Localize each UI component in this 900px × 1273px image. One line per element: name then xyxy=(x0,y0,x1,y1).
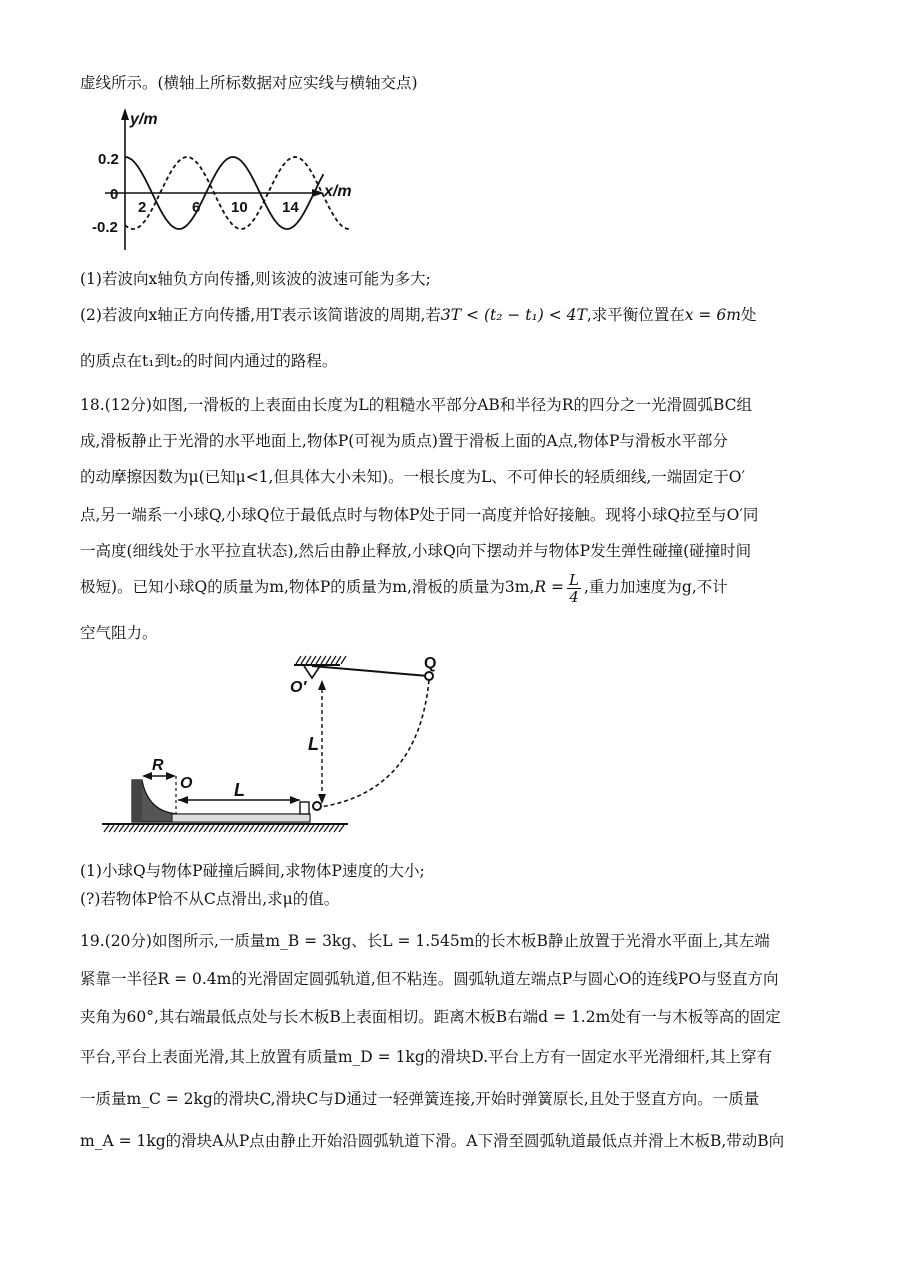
ground-hatch-line xyxy=(314,825,319,832)
label-L-horizontal: L xyxy=(234,780,245,800)
x-tick-14: 14 xyxy=(282,199,299,216)
x-tick-2: 2 xyxy=(138,199,147,216)
ground-hatch-line xyxy=(184,825,189,832)
ground-hatch-line xyxy=(204,825,209,832)
ball-Q-top xyxy=(425,672,433,680)
q19-line4: 平台,平台上表面光滑,其上放置有质量m_D = 1kg的滑块D.平台上方有一固定水平光滑细杆,其上穿有 xyxy=(80,1048,772,1066)
q18-line7: 空气阻力。 xyxy=(80,624,158,642)
ground-hatch-line xyxy=(234,825,239,832)
ground-hatch-line xyxy=(219,825,224,832)
y-tick-0.2: 0.2 xyxy=(98,151,119,168)
label-O: O xyxy=(180,775,193,792)
ground-hatch-line xyxy=(224,825,229,832)
ceiling-hatch-line xyxy=(341,656,346,664)
x-axis-label: x/m xyxy=(324,183,352,200)
ground-hatch-line xyxy=(139,825,144,832)
ground-hatch-line xyxy=(119,825,124,832)
ground-hatch-line xyxy=(199,825,204,832)
y-axis-label: y/m xyxy=(130,111,158,128)
ground-hatch-line xyxy=(229,825,234,832)
wave-graph xyxy=(80,100,380,260)
ceiling-hatch-line xyxy=(311,656,316,664)
ground-hatch-line xyxy=(339,825,344,832)
ground-hatch-line xyxy=(269,825,274,832)
label-R: R xyxy=(152,757,164,774)
q19-line5: 一质量m_C = 2kg的滑块C,滑块C与D通过一轻弹簧连接,开始时弹簧原长,且处于竖直方向。一质量 xyxy=(80,1090,760,1108)
ceiling-hatch-line xyxy=(301,656,306,664)
ground-hatch-line xyxy=(209,825,214,832)
ceiling-hatch-line xyxy=(306,656,311,664)
ground-hatch-line xyxy=(264,825,269,832)
horizontal-string xyxy=(312,666,428,676)
x-tick-6: 6 xyxy=(192,199,201,216)
ground-hatch-line xyxy=(174,825,179,832)
ground-hatch-line xyxy=(114,825,119,832)
ground-hatch-line xyxy=(279,825,284,832)
slider-pendulum-figure xyxy=(100,652,437,842)
label-O-prime: O′ xyxy=(290,679,307,696)
ground-hatch-line xyxy=(154,825,159,832)
ground-hatch-line xyxy=(164,825,169,832)
slider-left-wall xyxy=(132,780,142,822)
ground-hatch-line xyxy=(214,825,219,832)
ground-hatch-line xyxy=(304,825,309,832)
ground-hatch-line xyxy=(274,825,279,832)
pivot-triangle xyxy=(304,666,320,678)
ground-hatch-line xyxy=(179,825,184,832)
q18-line2: 成,滑板静止于光滑的水平地面上,物体P(可视为质点)置于滑板上面的A点,物体P与滑板水平部分 xyxy=(80,432,728,450)
ground-hatch-line xyxy=(169,825,174,832)
q18-sub2: (?)若物体P恰不从C点滑出,求μ的值。 xyxy=(80,890,340,908)
q18-line4: 点,另一端系一小球Q,小球Q位于最低点时与物体P处于同一高度并恰好接触。现将小球Q拉至与O′同 xyxy=(80,506,759,524)
ceiling-hatch-line xyxy=(316,656,321,664)
ground-hatch-line xyxy=(109,825,114,832)
ground-hatch-line xyxy=(104,825,109,832)
ground-hatch-line xyxy=(124,825,129,832)
y-tick-neg0.2: -0.2 xyxy=(92,219,118,236)
ceiling-hatch-line xyxy=(296,656,301,664)
ground-hatch-line xyxy=(324,825,329,832)
ground-hatch-line xyxy=(294,825,299,832)
ground-hatch-line xyxy=(284,825,289,832)
intro-text: 虚线所示。(横轴上所标数据对应实线与横轴交点) xyxy=(80,74,418,92)
fraction-L-over-4: $\frac{L}{4}$ xyxy=(569,570,579,606)
ground-hatch-line xyxy=(189,825,194,832)
ground-hatch-line xyxy=(194,825,199,832)
label-Q: Q xyxy=(424,655,437,672)
q18-line6: 极短)。已知小球Q的质量为m,物体P的质量为m,滑板的质量为3m,R = $\frac{L}{4}$ ,重力加速度为g,不计 xyxy=(80,570,728,606)
ground-hatch-line xyxy=(254,825,259,832)
ground-hatch-line xyxy=(299,825,304,832)
q18-sub1: (1)小球Q与物体P碰撞后瞬间,求物体P速度的大小; xyxy=(80,862,425,880)
ground-hatch-line xyxy=(334,825,339,832)
ceiling-hatch-line xyxy=(336,656,341,664)
x-tick-10: 10 xyxy=(231,199,248,216)
ground-hatch-line xyxy=(289,825,294,832)
q19-line1: 19.(20分)如图所示,一质量m_B = 3kg、长L = 1.545m的长木板B静止放置于光滑水平面上,其左端 xyxy=(80,932,770,950)
ceiling-hatch-line xyxy=(326,656,331,664)
ceiling-support xyxy=(294,656,346,665)
ground-hatch-line xyxy=(134,825,139,832)
ground-hatch-line xyxy=(259,825,264,832)
q19-line2: 紧靠一半径R = 0.4m的光滑固定圆弧轨道,但不粘连。圆弧轨道左端点P与圆心O的连线PO与竖直方向 xyxy=(80,970,779,988)
ground-hatch-line xyxy=(159,825,164,832)
q18-line1: 18.(12分)如图,一滑板的上表面由长度为L的粗糙水平部分AB和半径为R的四分之一光滑圆弧BC组 xyxy=(80,396,752,414)
ground-hatch-line xyxy=(144,825,149,832)
y-tick-0: 0 xyxy=(110,186,119,203)
ground-hatch-line xyxy=(319,825,324,832)
ground-hatch-line xyxy=(129,825,134,832)
q18-line5: 一高度(细线处于水平拉直状态),然后由静止释放,小球Q向下摆动并与物体P发生弹性碰撞(碰撞时间 xyxy=(80,542,752,560)
ground-hatch-line xyxy=(309,825,314,832)
ground-hatch-line xyxy=(239,825,244,832)
y-axis-arrow xyxy=(121,108,129,120)
ground-hatch-line xyxy=(149,825,154,832)
q17-part2-line2: 的质点在t₁到t₂的时间内通过的路程。 xyxy=(80,352,338,370)
ground-hatch-line xyxy=(244,825,249,832)
q17-part1: (1)若波向x轴负方向传播,则该波的波速可能为多大; xyxy=(80,270,431,288)
ceiling-hatch-line xyxy=(331,656,336,664)
swing-path xyxy=(320,680,429,807)
q19-line6: m_A = 1kg的滑块A从P点由静止开始沿圆弧轨道下滑。A下滑至圆弧轨道最低点并滑上木板B,带动B向 xyxy=(80,1132,785,1150)
ceiling-hatch-line xyxy=(321,656,326,664)
label-L-vertical: L xyxy=(308,734,319,754)
ground-hatch-line xyxy=(329,825,334,832)
ground-hatch-line xyxy=(249,825,254,832)
q18-line3: 的动摩擦因数为μ(已知μ<1,但具体大小未知)。一根长度为L、不可伸长的轻质细线,一端固定于O′ xyxy=(80,468,745,486)
q17-part2-line1: (2)若波向x轴正方向传播,用T表示该简谐波的周期,若3T < (t₂ − t₁) < 4T,求平衡位置在x = 6m处 xyxy=(80,306,757,324)
ball-Q-bottom xyxy=(313,802,321,810)
q19-line3: 夹角为60°,其右端最低点处与长木板B上表面相切。距离木板B右端d = 1.2m处有一与木板等高的固定 xyxy=(80,1008,781,1026)
object-P xyxy=(300,802,309,814)
